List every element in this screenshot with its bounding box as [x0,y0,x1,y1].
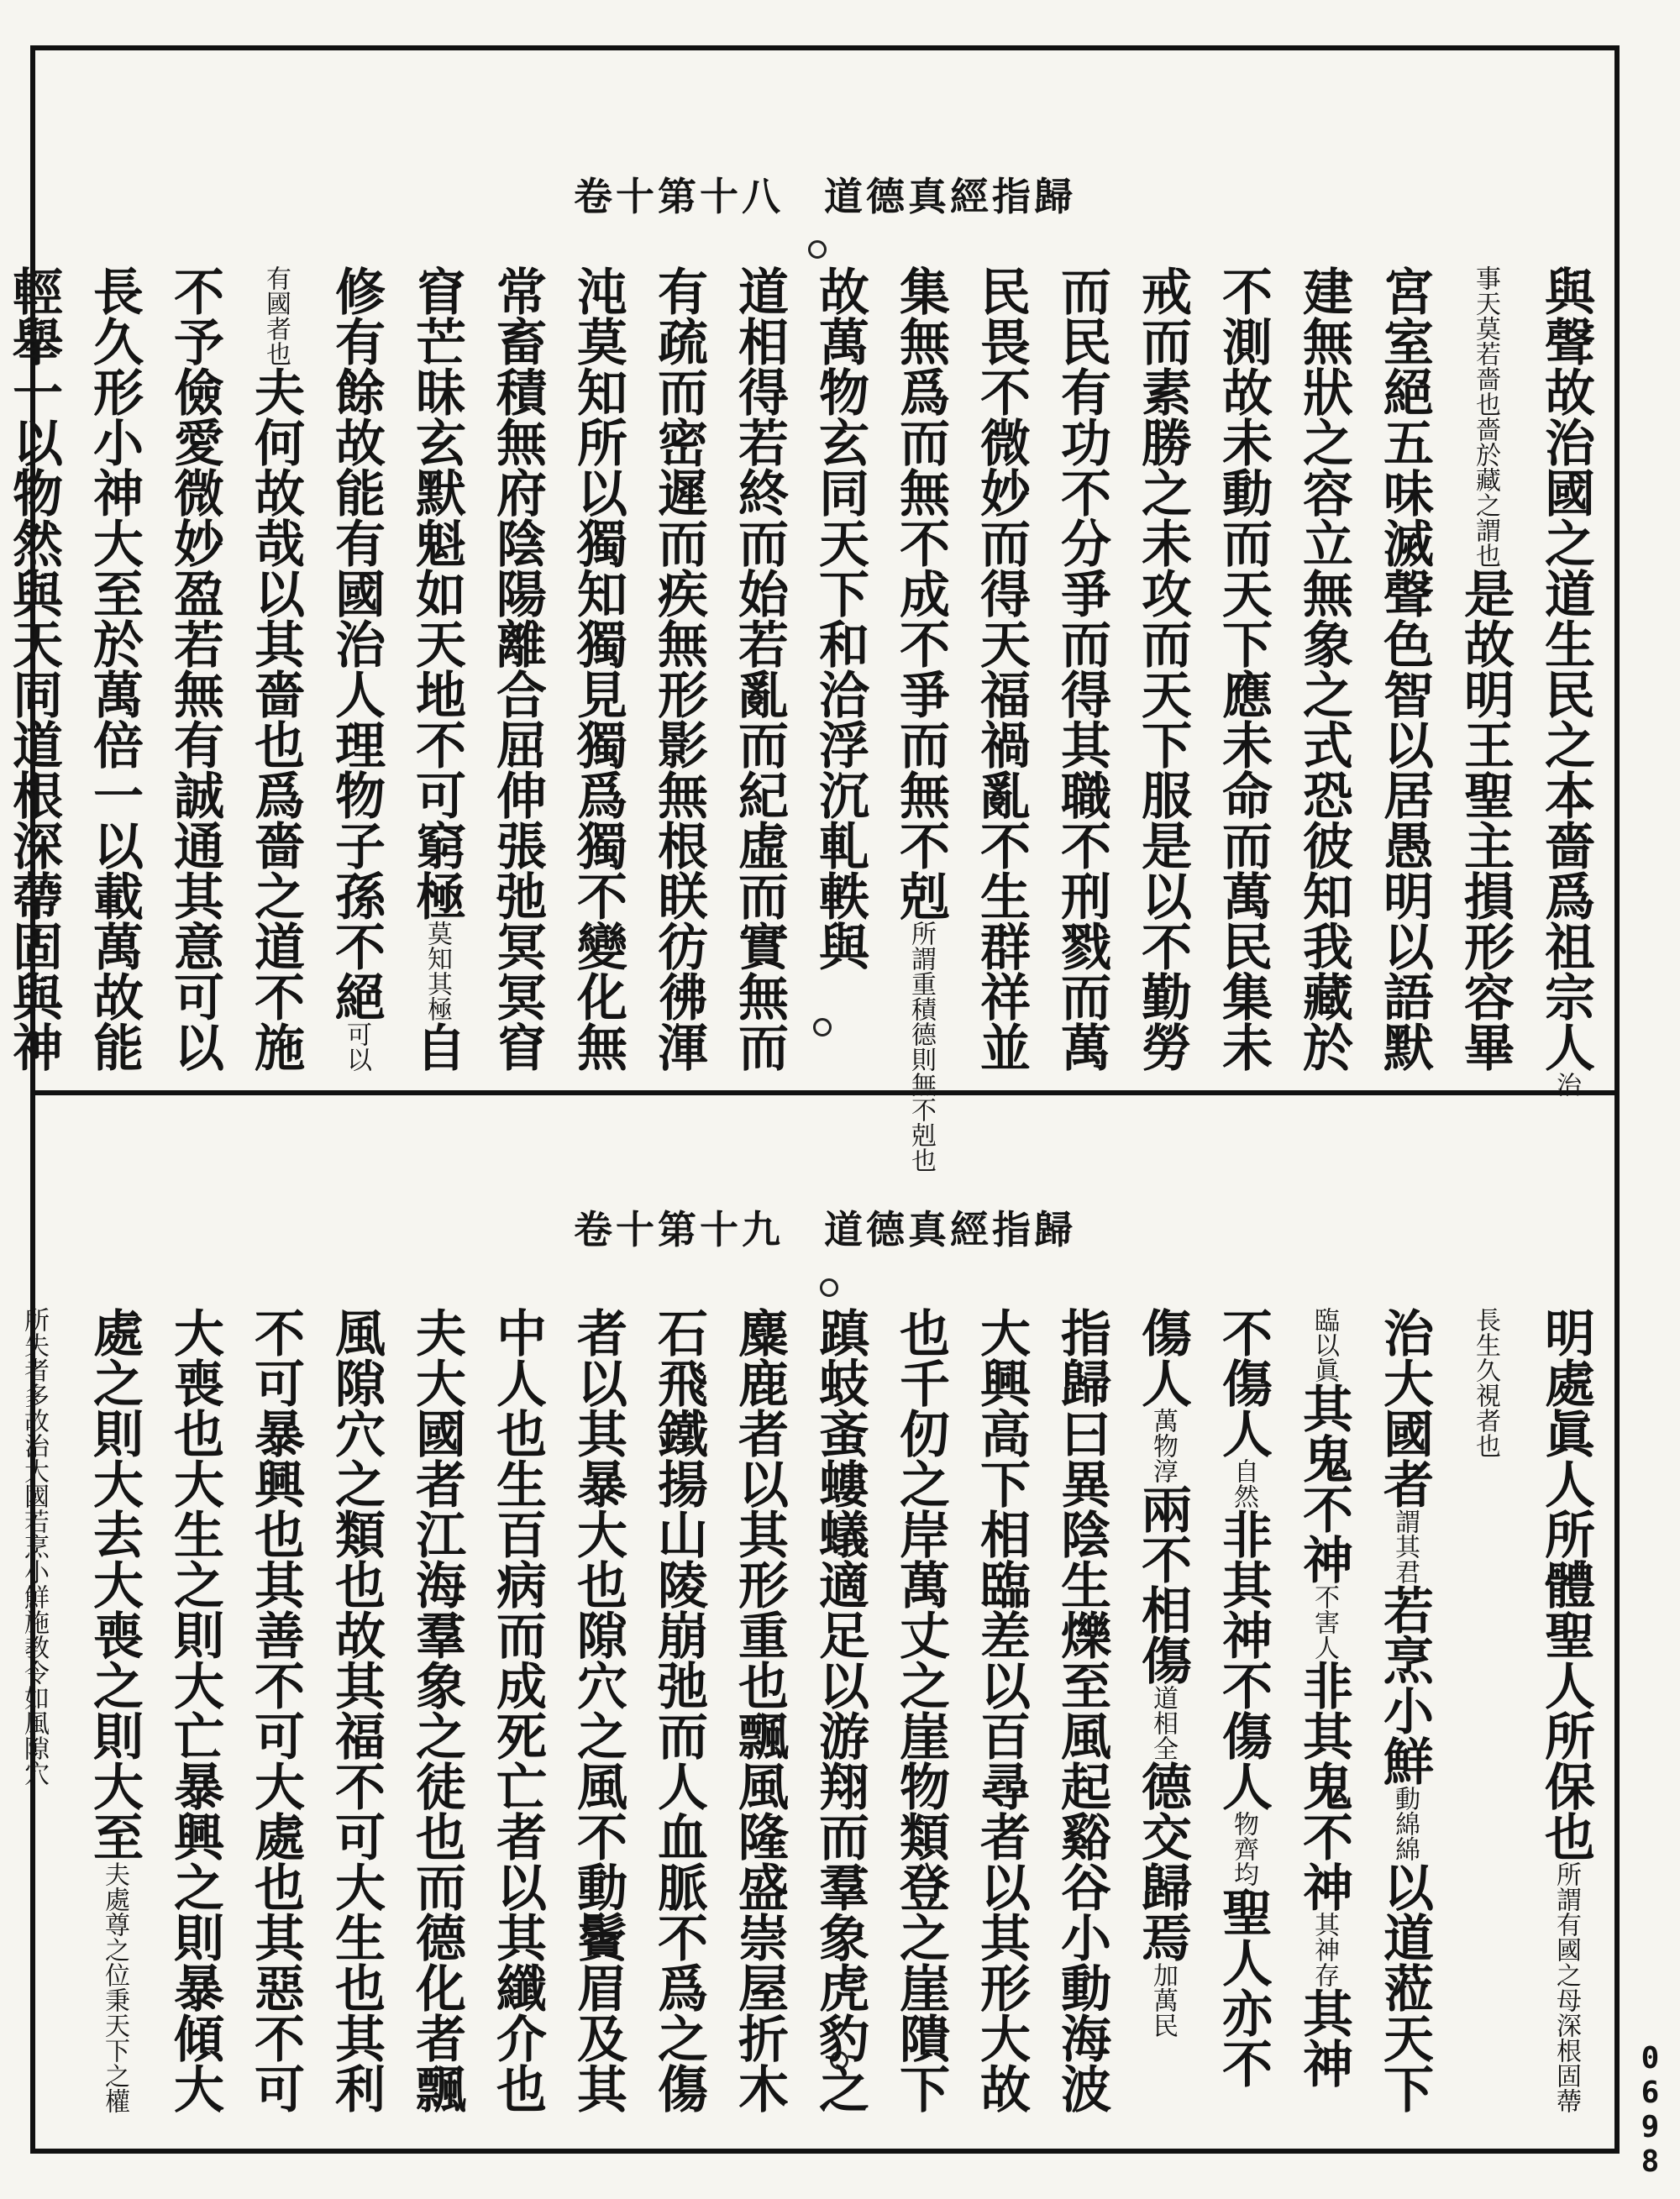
commentary-note: 可以 [342,1021,371,1072]
main-text: 沌莫知所以獨知獨見獨爲獨不變化無 [569,265,627,1072]
main-text: 不傷人 [1214,1307,1273,1458]
text-column [880,1307,961,2130]
main-text: 者以其暴大也隙穴之風不動鬢眉及其 [569,1307,627,2113]
commentary-note: 莫知其極 [423,921,452,1021]
main-text: 夫何故哉以其嗇也爲嗇之道不施 [246,366,305,1072]
text-column [800,1307,880,2130]
binding-hole-mark [820,1278,838,1297]
main-text: 麋鹿者以其形重也飄風隆盛崇屋折木 [730,1307,789,2113]
text-column [558,265,638,1072]
main-text: 處之則大去大喪之則大至 [85,1307,144,1861]
text-column [316,265,396,1072]
bottom-header-title: 道德真經指歸 [824,1207,1076,1252]
commentary-note: 所謂重積德則無不剋也 [906,921,936,1173]
bottom-header [30,1199,1620,1255]
main-text: 非其鬼不神 [1294,1660,1353,1912]
text-column [396,1307,477,2130]
text-column [477,1307,558,2130]
main-text: 輕舉一以物然與天同道根深蔕固與神 [4,265,63,1072]
text-column [0,265,74,1072]
main-text: 不可暴興也其善不可大處也其惡不可 [246,1307,305,2113]
main-text: 道相得若終而始若亂而紀虛而實無而 [730,265,789,1072]
text-column [155,1307,235,2130]
commentary-note: 動綿綿 [1390,1786,1420,1861]
main-text: 是故明王聖主損形容畢 [1456,568,1515,1072]
commentary-note: 長生久視者也 [1471,1307,1500,1458]
text-column [638,265,719,1072]
commentary-note: 謂其君 [1390,1509,1420,1584]
main-text: 大興高下相臨差以百尋者以其形大故 [972,1307,1031,2113]
commentary-note: 事天莫若嗇也 [1471,265,1500,417]
commentary-note: 有國者也 [261,265,291,366]
commentary-note: 萬物淳 [1148,1408,1178,1483]
main-text: 其神 [1294,1987,1353,2088]
main-text: 窅芒昧玄默魁如天地不可窮極 [407,265,466,921]
main-text: 戒而素勝之未攻而天下服是以不勤勞 [1133,265,1192,1072]
main-text: 集無爲而無不成不爭而無不剋 [891,265,950,921]
text-column [1042,1307,1122,2130]
text-column [477,265,558,1072]
main-text: 宮室絕五味滅聲色智以居愚明以語默 [1375,265,1434,1072]
text-column [1203,265,1284,1072]
top-header [30,166,1620,222]
commentary-note: 加萬民 [1148,1962,1178,2038]
commentary-note: 不害人 [1310,1584,1339,1660]
text-column [558,1307,638,2130]
text-column [316,1307,396,2130]
top-header-title: 道德真經指歸 [824,174,1076,219]
text-column [235,265,316,1072]
main-text: 兩不相傷 [1133,1483,1192,1685]
bottom-text-columns [19,1307,1606,2130]
text-column [719,1307,800,2130]
main-text: 有疏而密遲而疾無形影無根眹彷彿渾 [649,265,708,1072]
text-column [74,1307,155,2130]
main-text: 傷人 [1133,1307,1192,1408]
main-text: 其鬼不神 [1294,1383,1353,1584]
commentary-note: 嗇於藏之謂也 [1471,417,1500,568]
main-text: 不測故未動而天下應未命而萬民集未 [1214,265,1273,1072]
text-column [1364,1307,1445,2130]
main-text: 也千仞之岸萬丈之崖物類登之崖隤下 [891,1307,950,2113]
text-column [638,1307,719,2130]
top-text-columns [4,265,1606,1173]
main-text: 若烹小鮮 [1375,1584,1434,1786]
commentary-note: 治 [1551,1072,1581,1097]
main-text: 修有餘故能有國治人理物子孫不絕 [327,265,386,1021]
page-number [1633,2041,1667,2186]
main-text: 民畏不微妙而得天福禍亂不生群祥並 [972,265,1031,1072]
main-text: 而民有功不分爭而得其職不刑戮而萬 [1053,265,1111,1072]
main-text: 非其神不傷人 [1214,1509,1273,1811]
text-column [1284,265,1364,1072]
text-column [961,265,1042,1072]
page-number-text: 0698 [1633,2041,1667,2179]
text-column [155,265,235,1072]
text-column [396,265,477,1072]
text-column [1364,265,1445,1072]
main-text: 風隙穴之類也故其福不可大生也其利 [327,1307,386,2113]
commentary-note: 其神存 [1310,1912,1339,1987]
main-text: 長久形小神大至於萬倍一以載萬故能 [85,265,144,1072]
text-column [800,265,880,1072]
main-text: 以道蒞天下 [1375,1861,1434,2113]
commentary-note: 道相全 [1148,1685,1178,1761]
main-text: 大喪也大生之則大亡暴興之則暴傾大 [165,1307,224,2113]
commentary-note: 夫處尊之位秉天下之權 [100,1861,129,2113]
main-text: 德交歸焉 [1133,1761,1192,1962]
main-text: 治大國者 [1375,1307,1434,1509]
text-column [74,265,155,1072]
main-text: 明處眞人所體聖人所保也 [1536,1307,1595,1861]
main-text: 指歸曰異陰生爍至風起谿谷小動海波 [1053,1307,1111,2113]
text-column [235,1307,316,2130]
main-text: 不予儉愛微妙盈若無有誠通其意可以 [165,265,224,1072]
commentary-note: 所謂有國之母深根固蔕 [1551,1861,1581,2113]
commentary-note: 自然 [1229,1458,1258,1509]
main-text: 蹎蚑蚉螻蟻適足以游翔而羣象虎豹之 [811,1307,869,2113]
text-column [719,265,800,1072]
text-column [961,1307,1042,2130]
main-text: 常畜積無府陰陽離合屈伸張弛冥冥窅 [488,265,547,1072]
main-text: 建無狀之容立無象之式恐彼知我藏於 [1294,265,1353,1072]
text-column [0,1307,74,2130]
main-text: 聖人亦不 [1214,1887,1273,2088]
text-column [1203,1307,1284,2130]
binding-hole-mark [808,240,827,259]
top-header-volume: 卷十第十八 [574,174,784,219]
bottom-header-volume: 卷十第十九 [574,1207,784,1252]
main-text: 中人也生百病而成死亡者以其纖介也 [488,1307,547,2113]
commentary-note: 臨以眞 [1310,1307,1339,1383]
panel-divider [30,1090,1620,1095]
main-text: 與聲故治國之道生民之本嗇爲祖宗人 [1536,265,1595,1072]
text-column [1284,1307,1364,2130]
commentary-note: 所失者多故治大國若烹小鮮施教令如風隙穴 [19,1307,49,1786]
text-column [1525,265,1606,1097]
text-column [1122,265,1203,1072]
text-column [1122,1307,1203,2130]
text-column [880,265,961,1173]
text-column [1445,265,1525,1072]
main-text: 自 [407,1021,466,1072]
text-column [1042,265,1122,1072]
main-text: 夫大國者江海羣象之徒也而德化者飄 [407,1307,466,2113]
text-column [1445,1307,1525,2130]
main-text: 石飛鐵揚山陵崩弛而人血脈不爲之傷 [649,1307,708,2113]
main-text: 故萬物玄同天下和洽浮沉軋軼與 [811,265,869,971]
commentary-note: 物齊均 [1229,1811,1258,1887]
text-column [1525,1307,1606,2130]
